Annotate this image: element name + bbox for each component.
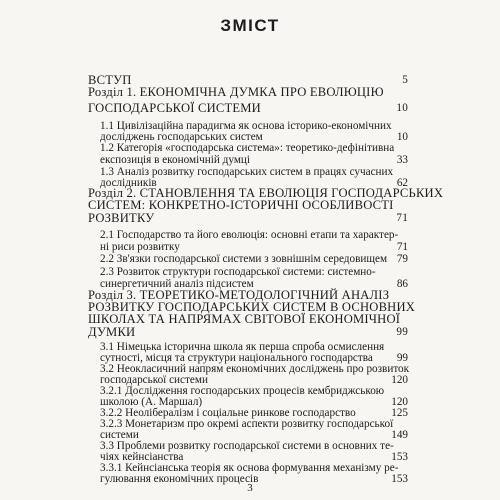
toc-entry-text: 2.3 Розвиток структури господарської системи: системно- <box>100 266 376 278</box>
toc-page-number: 62 <box>396 177 408 189</box>
toc-entry-text: Розділ 3. ТЕОРЕТИКО-МЕТОДОЛОГІЧНИЙ АНАЛІЗ <box>88 288 390 302</box>
toc-page-number: 99 <box>396 326 408 338</box>
toc-entry-text: досліджень господарських систем <box>100 131 263 143</box>
toc-entry-text: дослідників <box>100 177 157 189</box>
toc-entry-text: 1.2 Категорія «господарська система»: теоретико-дефінітивна <box>100 142 395 154</box>
toc-entry-text: синергетичний аналіз підсистем <box>100 278 254 290</box>
toc-entry-text: системи <box>100 429 139 441</box>
toc-entry-text: СИСТЕМ: КОНКРЕТНО-ІСТОРИЧНІ ОСОБЛИВОСТІ <box>88 198 394 212</box>
toc-entry-text: РОЗВИТКУ <box>88 211 155 225</box>
toc-page-number: 33 <box>396 154 408 166</box>
toc-entry-text: 2.2 Зв'язки господарської системи з зовнішнім середовищем <box>100 253 388 265</box>
toc-entry-text: ДУМКИ <box>88 325 136 339</box>
toc-page-number: 153 <box>391 473 408 485</box>
toc-entry-text: ВСТУП <box>88 73 132 87</box>
toc-entry-text: ні риси розвитку <box>100 241 180 253</box>
toc-entry-text: РОЗВИТКУ ГОСПОДАРСЬКИХ СИСТЕМ В ОСНОВНИХ <box>88 300 416 314</box>
toc-page-number: 99 <box>396 352 408 364</box>
toc-entry-text: 1.3 Аналіз розвитку господарських систем в працях сучасних <box>100 166 394 178</box>
toc-entry-text: Розділ 1. ЕКОНОМІЧНА ДУМКА ПРО ЕВОЛЮЦІЮ <box>88 85 384 99</box>
toc-entry-text: школою (А. Маршал) <box>100 396 203 408</box>
page-number: 3 <box>247 482 253 494</box>
toc-page-number: 149 <box>391 429 408 441</box>
toc-entry-text: ГОСПОДАРСЬКОЇ СИСТЕМИ <box>88 101 261 115</box>
toc-page-number: 153 <box>391 451 408 463</box>
toc-entry-text: 1.1 Цивілізаційна парадигма як основа історико-економічних <box>100 120 392 132</box>
toc-entry-text: 3.2.1 Дослідження господарських процесів кембриджською <box>100 385 385 397</box>
toc-page-number: 86 <box>396 278 408 290</box>
toc-entry-text: 3.3.1 Кейнсіанська теорія як основа формування механізму ре- <box>100 462 399 474</box>
toc-entry-text: чіях кейнсіанства <box>100 451 184 463</box>
toc-page-number: 120 <box>391 396 408 408</box>
toc-entry-text: 3.2 Неокласичний напрям економічних досліджень про розвиток <box>100 363 410 375</box>
toc-entry-text: 3.2.3 Монетаризм про окремі аспекти розвитку господарської <box>100 418 394 430</box>
toc-entry-text: Розділ 2. СТАНОВЛЕННЯ ТА ЕВОЛЮЦІЯ ГОСПОДАРСЬКИХ <box>88 186 444 200</box>
toc-page-number: 71 <box>396 241 408 253</box>
toc-page-number: 125 <box>391 407 408 419</box>
toc-page-number: 120 <box>391 374 408 386</box>
page-title: ЗМІСТ <box>220 16 280 35</box>
toc-entry-text: 3.2.2 Неолібералізм і соціальне ринкове господарство <box>100 407 356 419</box>
toc-entry-text: 2.1 Господарство та його еволюція: основні етапи та характер- <box>100 229 399 241</box>
toc-entry-text: господарської системи <box>100 374 208 386</box>
toc-page-number: 10 <box>396 102 408 114</box>
toc-entry-text: експозиція в економічній думці <box>100 154 250 166</box>
toc-page-number: 10 <box>396 131 408 143</box>
toc-entry-text: сутності, місця та структури національного господарства <box>100 352 373 364</box>
toc-entry-text: ШКОЛАХ ТА НАПРЯМАХ СВІТОВОЇ ЕКОНОМІЧНОЇ <box>88 312 401 326</box>
toc-page-number: 5 <box>402 74 408 86</box>
toc-entry-text: 3.1 Німецька історична школа як перша спроба осмислення <box>100 341 385 353</box>
toc-entry-text: 3.3 Проблеми розвитку господарської системи в основних те- <box>100 440 394 452</box>
toc-page-number: 71 <box>396 212 408 224</box>
toc-entry-text: гулювання економічних процесів <box>100 473 259 485</box>
toc-page-number: 79 <box>396 253 408 265</box>
